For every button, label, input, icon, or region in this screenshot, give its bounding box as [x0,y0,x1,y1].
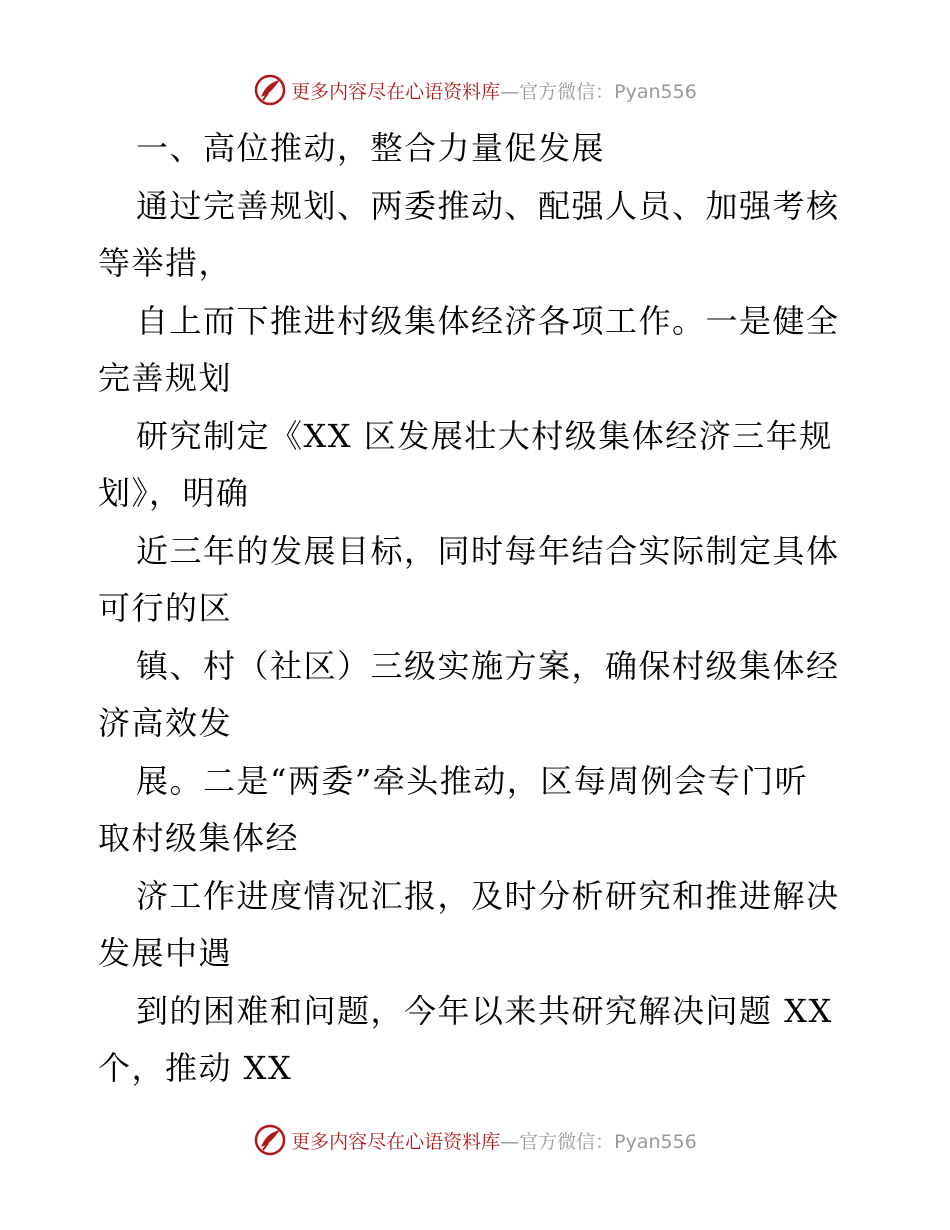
paragraph-line: 济工作进度情况汇报，及时分析研究和推进解决 发展中遇 [98,876,840,972]
document-body [98,120,858,1098]
banner-wechat-text: —官方微信：Pyan556 [500,1130,697,1153]
quill-logo-icon [253,1123,287,1157]
paragraph-line: 到的困难和问题，今年以来共研究解决问题 XX 个，推动 XX [98,991,833,1087]
paragraph-line: 自上而下推进村级集体经济各项工作。一是健全 完善规划 [98,301,840,397]
paragraph-line: 近三年的发展目标，同时每年结合实际制定具体 可行的区 [98,531,840,627]
paragraph-line: 展。二是“两委”牵头推动，区每周例会专门听 取村级集体经 [98,761,809,857]
header-watermark-banner [0,68,950,112]
banner-wechat-text: —官方微信：Pyan556 [500,80,697,103]
paragraph-line: 通过完善规划、两委推动、配强人员、加强考核 等举措， [98,186,840,282]
footer-watermark-banner [0,1118,950,1162]
banner-library-text: 更多内容尽在心语资料库 [291,1130,501,1153]
banner-library-text: 更多内容尽在心语资料库 [291,80,501,103]
quill-logo-icon [253,73,287,107]
paragraph-line: 镇、村（社区）三级实施方案，确保村级集体经 济高效发 [98,646,840,742]
heading-line: 一、高位推动，整合力量促发展 [136,129,606,167]
paragraph-line: 研究制定《XX 区发展壮大村级集体经济三年规 划》，明确 [98,416,833,512]
